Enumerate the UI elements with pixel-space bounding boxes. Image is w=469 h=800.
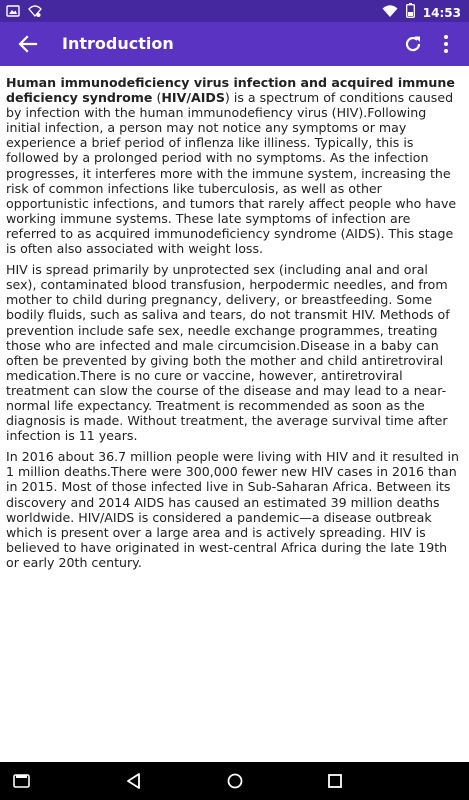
- paragraph-statistics: In 2016 about 36.7 million people were living with HIV and it resulted in 1 million deaths.There were 300,000 fewer new HIV cases in 2016 than in 2015. Most of those infected live in Sub-Saharan Africa. Between its discovery and 2014 AIDS has caused an estimated 39 million deaths worldwide. HIV/AIDS is considered a pandemic—a disease outbreak which is present over a large area and is actively spreading. HIV is believed to have originated in west-central Africa during the late 19th or early 20th century.: [6, 449, 459, 570]
- nav-back-icon[interactable]: [124, 771, 144, 791]
- nav-recents-icon[interactable]: [325, 771, 345, 791]
- system-nav-bar: [0, 762, 469, 800]
- wifi-icon: [382, 3, 398, 22]
- paren-open: (: [152, 90, 162, 106]
- paragraph-intro: [6, 75, 460, 256]
- status-time: 14:53: [422, 5, 461, 20]
- paragraph-intro-text: ) is a spectrum of conditions caused by infection with the human immunodefiency virus (HIV).Following initial infection, a person may not notice any symptoms or may experience a brief period of inflenza like illiness. Typically, this is followed by a prolonged period with no symptoms. As the infection progresses, it interferes more with the immune system, increasing the risk of common infections like tuberculosis, as well as other opportunistic infections, and tumors that rarely affect people who have working immune systems. These late symptoms of infection are referred to as acquired immunodeficiency syndrome (AIDS). This stage is often also associated with weight loss.: [6, 90, 457, 257]
- status-bar: [0, 0, 469, 22]
- wifi-assist-icon: [28, 3, 42, 22]
- article-body: [6, 75, 460, 576]
- article-abbreviation: HIV/AIDS: [161, 90, 225, 106]
- nav-home-icon[interactable]: [225, 771, 245, 791]
- status-left-icons: [6, 3, 42, 22]
- back-arrow-icon[interactable]: [16, 32, 40, 56]
- refresh-icon[interactable]: [402, 33, 424, 55]
- battery-icon: [406, 3, 415, 22]
- paragraph-transmission: HIV is spread primarily by unprotected sex (including anal and oral sex), contaminated blood transfusion, herpodermic needles, and from mother to child during pregnancy, delivery, or breastfeeding. Some bodily fluids, such as saliva and tears, do not transmit HIV. Methods of prevention include safe sex, needle exchange programmes, treating those who are infected and male circumcision.Disease in a baby can often be prevented by giving both the mother and child antiretroviral medication.There is no cure or vaccine, however, antiretroviral treatment can slow the course of the disease and may lead to a near-normal life expectancy. Treatment is recommended as soon as the diagnosis is made. Without treatment, the average survival time after infection is 11 years.: [6, 262, 450, 444]
- keyboard-switch-icon[interactable]: [12, 771, 32, 791]
- more-vert-icon[interactable]: [436, 32, 456, 56]
- gallery-icon: [6, 3, 20, 22]
- page-title: Introduction: [62, 34, 174, 53]
- app-bar: [0, 22, 469, 66]
- article-lead-term: Human immunodeficiency virus infection and acquired immune deficiency syndrome: [6, 75, 455, 106]
- status-right-icons: [382, 3, 461, 22]
